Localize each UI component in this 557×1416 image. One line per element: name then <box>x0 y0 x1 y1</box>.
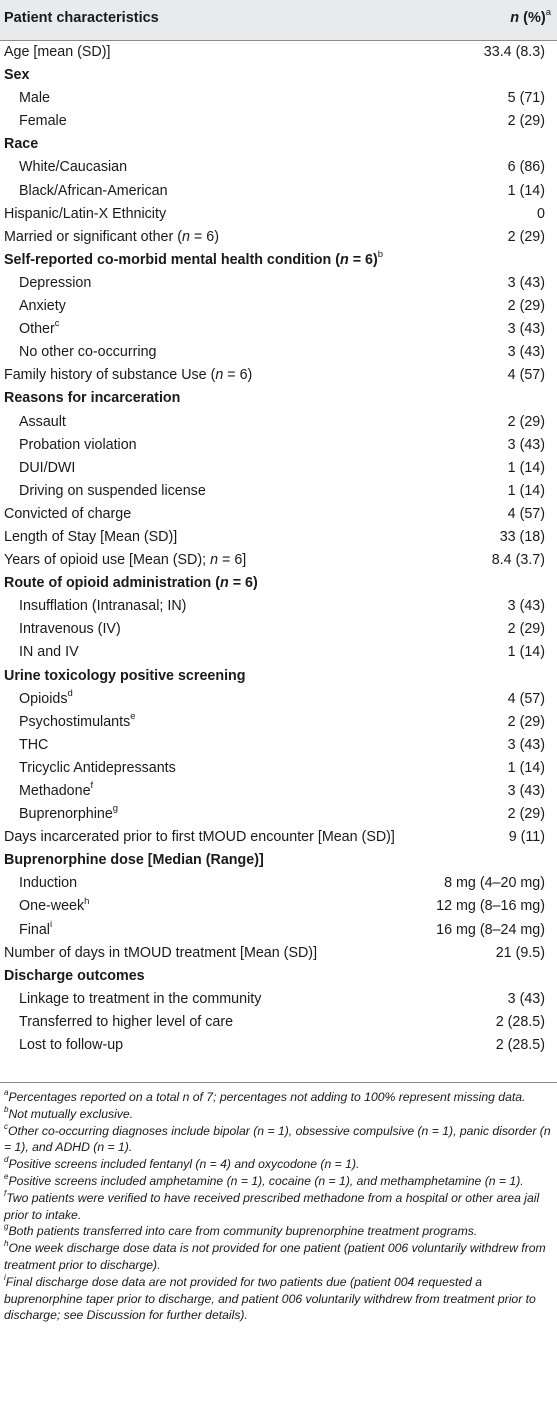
footnote-mark: e <box>4 1171 9 1181</box>
row-label-text: Lost to follow-up <box>19 1037 124 1054</box>
row-label <box>4 942 317 965</box>
table-row <box>0 595 557 618</box>
row-label <box>19 1034 123 1057</box>
n-symbol: n <box>220 575 229 592</box>
footnote <box>4 1190 553 1224</box>
row-label <box>19 641 79 664</box>
row-label-text: Depression <box>19 274 92 291</box>
row-label <box>19 180 168 203</box>
table-row <box>0 341 557 364</box>
footnote-mark: d <box>67 687 73 699</box>
footnote-text: Positive screens included amphetamine (n = 1), cocaine (n = 1), and methamphetamine (n = 1). <box>8 1173 524 1188</box>
row-label <box>19 110 67 133</box>
table-row <box>0 503 557 526</box>
row-value: 8.4 (3.7) <box>491 552 545 569</box>
row-label-text: White/Caucasian <box>19 159 128 176</box>
row-label-text: Psychostimulants <box>19 713 131 730</box>
row-label-suffix: = 6] <box>218 552 247 569</box>
row-label-text: Buprenorphine <box>19 806 113 823</box>
row-label <box>4 849 264 872</box>
footnote-mark: i <box>50 918 53 930</box>
row-value: 9 (11) <box>508 829 545 846</box>
column-header-characteristics: Patient characteristics <box>4 10 159 26</box>
row-label <box>19 803 118 826</box>
row-value: 4 (57) <box>507 690 545 707</box>
row-label-text: One-week <box>19 898 85 915</box>
row-label-text: Insufflation (Intranasal; IN) <box>19 598 187 615</box>
n-symbol: n <box>215 367 224 384</box>
row-value: 0 <box>537 205 545 222</box>
section-heading-row <box>0 965 557 988</box>
row-label <box>19 156 127 179</box>
row-label-text: Reasons for incarceration <box>4 390 181 407</box>
row-label <box>4 133 38 156</box>
row-label <box>19 457 75 480</box>
table-row <box>0 526 557 549</box>
row-value: 33 (18) <box>499 528 545 545</box>
row-label-text: Race <box>4 136 39 153</box>
row-label <box>19 895 89 918</box>
row-value: 4 (57) <box>507 367 545 384</box>
row-label <box>4 526 177 549</box>
footnote-mark: g <box>112 803 119 815</box>
footnote <box>4 1106 553 1123</box>
table-bottom-rule <box>0 1082 557 1083</box>
table-row <box>0 226 557 249</box>
n-symbol: n <box>210 552 219 569</box>
row-label <box>4 226 219 249</box>
table-row <box>0 826 557 849</box>
row-value: 3 (43) <box>507 783 545 799</box>
row-label <box>4 503 131 526</box>
row-label <box>4 665 246 688</box>
row-value: 1 (14) <box>507 482 545 499</box>
row-value: 3 (43) <box>507 736 545 753</box>
row-label <box>4 41 110 64</box>
row-label-text: Induction <box>19 875 78 892</box>
table-row <box>0 711 557 734</box>
row-label-text: Methadone <box>19 783 91 799</box>
row-label-text: THC <box>19 736 49 753</box>
section-heading-row <box>0 572 557 595</box>
footnote-text: Two patients were verified to have received prescribed methadone from a hospital or other area jail prior to intake. <box>4 1190 540 1222</box>
table-row <box>0 41 557 64</box>
row-label-text: Urine toxicology positive screening <box>4 667 246 684</box>
row-label-text: Sex <box>4 67 30 84</box>
row-value: 21 (9.5) <box>495 944 545 961</box>
percent-label: (%) <box>519 10 546 26</box>
section-heading-row <box>0 249 557 272</box>
section-heading-row <box>0 849 557 872</box>
row-label-text: Probation violation <box>19 436 137 453</box>
row-value: 1 (14) <box>507 759 545 776</box>
row-label-text: Number of days in tMOUD treatment [Mean (SD)] <box>4 944 318 961</box>
row-value: 3 (43) <box>507 598 545 615</box>
row-label <box>4 965 145 988</box>
footnote-text: Percentages reported on a total n of 7; percentages not adding to 100% represent missing data. <box>8 1090 526 1104</box>
footnote-text: One week discharge dose data is not provided for one patient (patient 006 voluntarily withdrew from treatment prior to discharge). <box>4 1241 546 1272</box>
footnotes <box>4 1089 553 1324</box>
row-label-text: DUI/DWI <box>19 459 76 476</box>
row-label <box>4 387 180 410</box>
footnote-mark: d <box>4 1155 9 1165</box>
row-value: 33.4 (8.3) <box>483 44 545 60</box>
row-label <box>19 711 136 734</box>
row-label <box>19 688 73 711</box>
row-label <box>19 618 121 641</box>
row-label-text: Married or significant other ( <box>4 228 182 245</box>
footnote-mark: a <box>4 1087 9 1097</box>
table-row <box>0 457 557 480</box>
row-label-text: Driving on suspended license <box>19 482 206 499</box>
section-heading-row <box>0 133 557 156</box>
footnote-mark: b <box>377 249 384 261</box>
row-value: 2 (29) <box>507 228 545 245</box>
row-value: 3 (43) <box>507 321 545 338</box>
table-row <box>0 688 557 711</box>
row-label-text: Age [mean (SD)] <box>4 44 111 60</box>
footnote-mark: e <box>130 710 136 722</box>
footnote-mark: c <box>4 1121 8 1131</box>
row-value: 16 mg (8–24 mg) <box>436 921 545 938</box>
row-value: 2 (29) <box>507 621 545 638</box>
row-label-text: Length of Stay [Mean (SD)] <box>4 528 178 545</box>
footnote-mark: i <box>4 1272 6 1282</box>
row-value: 2 (28.5) <box>495 1037 545 1054</box>
row-value: 6 (86) <box>507 159 545 176</box>
footnote-mark: b <box>4 1104 9 1114</box>
row-label-text: Transferred to higher level of care <box>19 1013 234 1030</box>
row-label <box>19 872 77 895</box>
row-label-text: No other co-occurring <box>19 344 157 361</box>
row-label <box>19 318 60 341</box>
row-label <box>19 295 66 318</box>
table-row <box>0 180 557 203</box>
row-label <box>19 480 206 503</box>
footnote-text: Not mutually exclusive. <box>8 1106 134 1121</box>
n-symbol: n <box>182 228 190 245</box>
table-row <box>0 295 557 318</box>
table-row <box>0 110 557 133</box>
row-label <box>4 203 166 226</box>
row-label <box>19 757 176 780</box>
row-label <box>19 87 50 110</box>
row-label-text: Assault <box>19 413 66 430</box>
footnote-text: Final discharge dose data are not provided for two patients due (patient 004 requested a buprenorphine taper prior to discharge, and patient 006 voluntarily withdrew from treatment prior to discharge; see Discussion for further details). <box>4 1274 536 1323</box>
row-value: 1 (14) <box>507 459 545 476</box>
row-label-text: Buprenorphine dose [Median (Range)] <box>4 852 264 869</box>
row-label <box>19 272 91 295</box>
footnote-text: Both patients transferred into care from community buprenorphine treatment programs. <box>8 1224 478 1239</box>
row-label-text: Convicted of charge <box>4 505 132 522</box>
row-label <box>4 549 246 572</box>
section-heading-row <box>0 64 557 87</box>
row-value: 2 (29) <box>507 298 545 315</box>
row-value: 2 (29) <box>507 113 545 130</box>
row-value: 4 (57) <box>507 505 545 522</box>
row-label <box>4 826 395 849</box>
row-label <box>4 364 252 387</box>
section-heading-row <box>0 387 557 410</box>
table-row <box>0 942 557 965</box>
row-label-text: Linkage to treatment in the community <box>19 990 262 1007</box>
table-row <box>0 549 557 572</box>
row-value: 2 (29) <box>507 413 545 430</box>
table-row <box>0 272 557 295</box>
footnote <box>4 1223 553 1240</box>
table-row <box>0 1034 557 1057</box>
footnote-mark: h <box>4 1239 9 1249</box>
table-row <box>0 803 557 826</box>
table-row <box>0 641 557 664</box>
row-label-text: Discharge outcomes <box>4 967 145 984</box>
footnote-mark: g <box>4 1222 9 1232</box>
table-row <box>0 318 557 341</box>
footnote-text: Positive screens included fentanyl (n = 4) and oxycodone (n = 1). <box>8 1157 360 1172</box>
row-value: 1 (14) <box>507 182 545 199</box>
row-value: 5 (71) <box>507 90 545 107</box>
table-row <box>0 364 557 387</box>
row-label-text: Opioids <box>19 690 68 707</box>
row-label-text: Anxiety <box>19 298 66 315</box>
row-value: 3 (43) <box>507 274 545 291</box>
table-row <box>0 872 557 895</box>
row-label-suffix: = 6) <box>223 367 253 384</box>
footnote <box>4 1173 553 1190</box>
footnote-mark: h <box>84 895 90 907</box>
row-label-text: Years of opioid use [Mean (SD); <box>4 552 211 569</box>
row-label-text: Black/African-American <box>19 182 168 199</box>
row-value: 8 mg (4–20 mg) <box>444 875 545 892</box>
row-label <box>19 341 156 364</box>
section-heading-row <box>0 665 557 688</box>
table-row <box>0 411 557 434</box>
row-label-text: IN and IV <box>19 644 79 661</box>
row-label-text: Self-reported co-morbid mental health condition ( <box>4 251 340 268</box>
row-label <box>19 734 48 757</box>
n-symbol: n <box>510 10 520 26</box>
characteristics-table <box>0 41 557 1057</box>
row-label <box>19 919 52 942</box>
row-value: 12 mg (8–16 mg) <box>436 898 545 915</box>
footnote-mark: c <box>54 318 60 330</box>
table-row <box>0 1011 557 1034</box>
table-row <box>0 87 557 110</box>
row-label <box>4 249 383 272</box>
footnote-mark: f <box>90 780 94 792</box>
table-row <box>0 618 557 641</box>
row-label <box>4 572 258 595</box>
row-label-text: Final <box>19 921 50 938</box>
table-row <box>0 780 557 803</box>
row-label <box>19 434 137 457</box>
row-value: 2 (29) <box>507 713 545 730</box>
footnote-text: Other co-occurring diagnoses include bipolar (n = 1), obsessive compulsive (n = 1), panic disorder (n = 1), and ADHD (n = 1). <box>4 1123 551 1155</box>
row-label-text: Female <box>19 113 67 130</box>
column-header-n-percent <box>510 7 551 26</box>
row-label-text: Male <box>19 90 50 107</box>
footnote-mark: f <box>4 1188 7 1198</box>
row-label <box>19 411 66 434</box>
row-label <box>4 64 29 87</box>
table-row <box>0 203 557 226</box>
footnote <box>4 1123 553 1157</box>
row-label-text: Other <box>19 321 55 338</box>
n-symbol: n <box>340 251 349 268</box>
table-row <box>0 434 557 457</box>
footnote <box>4 1089 553 1106</box>
row-label <box>19 780 93 803</box>
footnote-mark: a <box>545 7 551 19</box>
row-label-suffix: = 6) <box>348 251 378 268</box>
row-label-text: Family history of substance Use ( <box>4 367 216 384</box>
row-label-text: Hispanic/Latin-X Ethnicity <box>4 205 167 222</box>
table-header <box>0 0 557 41</box>
row-value: 3 (43) <box>507 990 545 1007</box>
table-row <box>0 734 557 757</box>
table-row <box>0 988 557 1011</box>
footnote <box>4 1240 553 1274</box>
row-value: 2 (28.5) <box>495 1013 545 1030</box>
row-value: 3 (43) <box>507 436 545 453</box>
footnote <box>4 1156 553 1173</box>
row-label-suffix: = 6) <box>189 228 219 245</box>
table-row <box>0 156 557 179</box>
table-row <box>0 480 557 503</box>
row-label-text: Days incarcerated prior to first tMOUD encounter [Mean (SD)] <box>4 829 395 846</box>
row-label-suffix: = 6) <box>228 575 258 592</box>
row-label <box>19 988 261 1011</box>
row-label <box>19 595 186 618</box>
row-label-text: Tricyclic Antidepressants <box>19 759 176 776</box>
table-row <box>0 757 557 780</box>
row-label-text: Intravenous (IV) <box>19 621 121 638</box>
table-row <box>0 919 557 942</box>
footnote <box>4 1274 553 1324</box>
row-label-text: Route of opioid administration ( <box>4 575 221 592</box>
table-row <box>0 895 557 918</box>
row-label <box>19 1011 233 1034</box>
row-value: 2 (29) <box>507 806 545 823</box>
row-value: 3 (43) <box>507 344 545 361</box>
row-value: 1 (14) <box>507 644 545 661</box>
